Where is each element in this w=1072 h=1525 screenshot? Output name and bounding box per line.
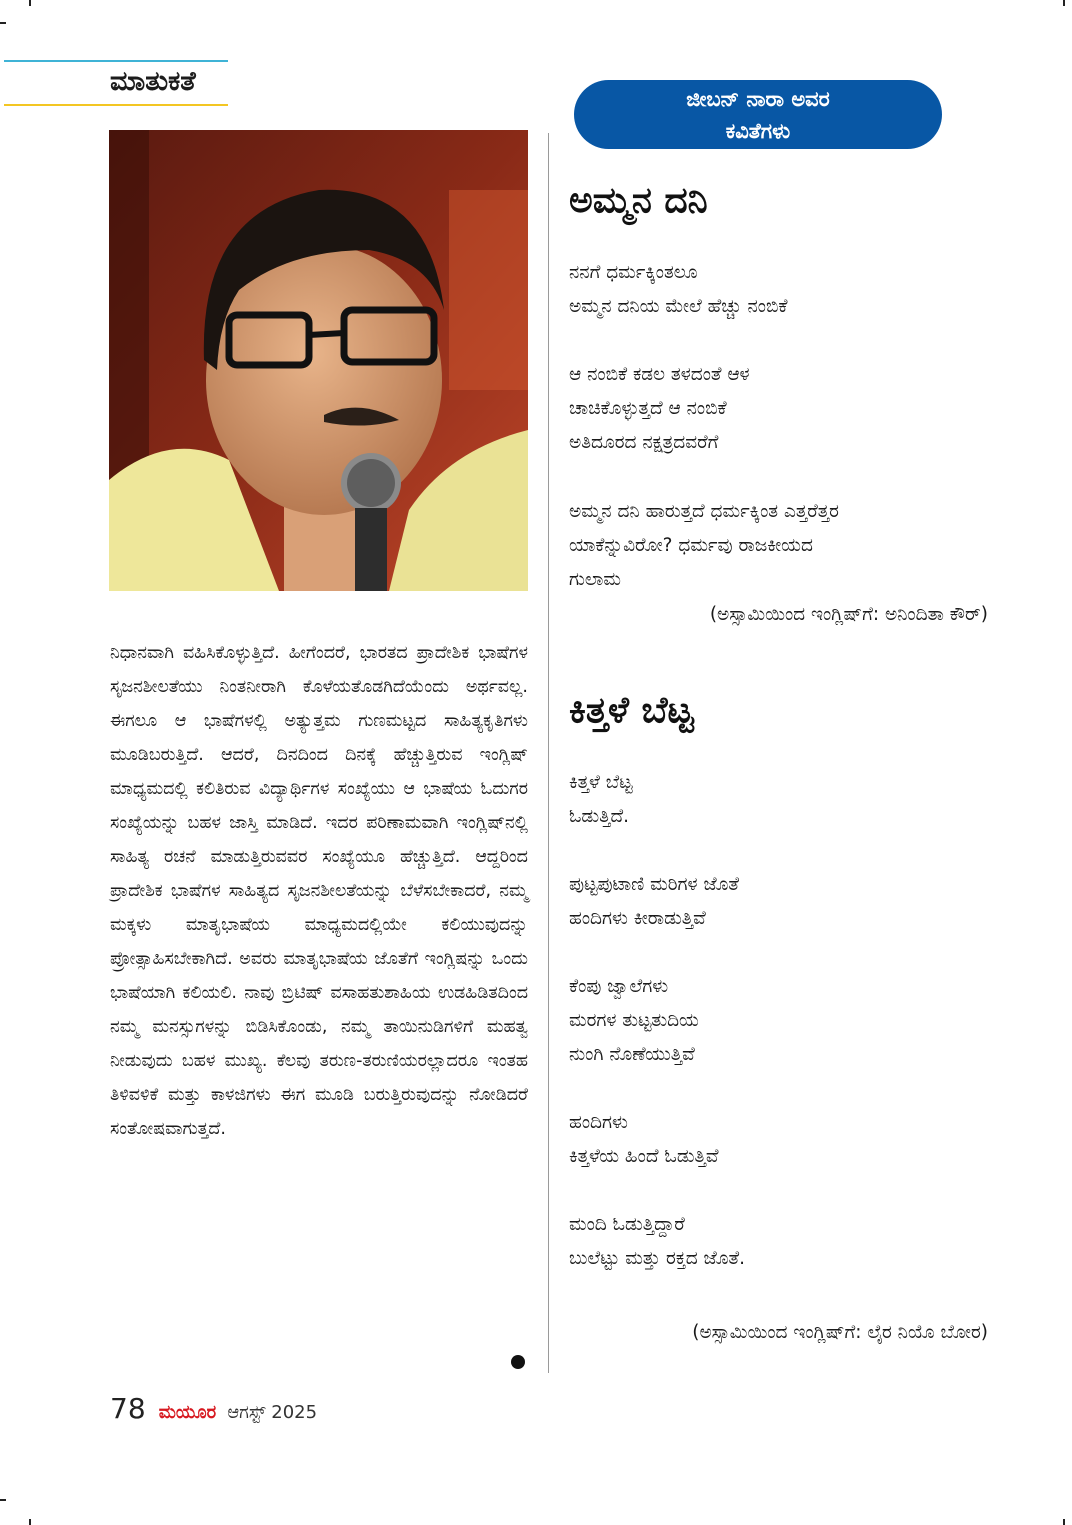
poem-line: ಆ ನಂಬಿಕೆ ಕಡಲ ತಳದಂತೆ ಆಳ xyxy=(569,364,750,385)
poem-line: ಹಂದಿಗಳು xyxy=(569,1112,628,1133)
poem-line: ಅಮ್ಮನ ದನಿಯ ಮೇಲೆ ಹೆಚ್ಚು ನಂಬಿಕೆ xyxy=(569,296,788,317)
poem-line: ಅಮ್ಮನ ದನಿ ಹಾರುತ್ತದೆ ಧರ್ಮಕ್ಕಿಂತ ಎತ್ತರೆತ್ತರ xyxy=(569,501,839,522)
poem-line: ಗುಲಾಮ xyxy=(569,569,622,590)
poem-line: ನುಂಗಿ ನೊಣೆಯುತ್ತಿವೆ xyxy=(569,1044,695,1065)
crop-mark xyxy=(29,0,31,6)
end-mark xyxy=(511,1355,525,1369)
poem-title-1: ಅಮ್ಮನ ದನಿ xyxy=(569,180,708,221)
issue-date: ಆಗಸ್ಟ್ 2025 xyxy=(227,1402,318,1423)
column-divider xyxy=(548,133,549,1373)
crop-mark xyxy=(0,22,6,24)
crop-mark xyxy=(0,1499,6,1501)
crop-mark xyxy=(1063,1519,1065,1525)
magazine-name: ಮಯೂರ xyxy=(158,1402,217,1423)
banner-line-1: ಜೀಬನ್ ನಾರಾ ಅವರ xyxy=(686,86,830,111)
poem-line: ಬುಲೆಟ್ಟು ಮತ್ತು ರಕ್ತದ ಜೊತೆ. xyxy=(569,1248,745,1269)
poems-banner xyxy=(574,80,942,149)
poem-line: ಮಂದಿ ಓಡುತ್ತಿದ್ದಾರೆ xyxy=(569,1214,685,1235)
poem-line: ಮರಗಳ ತುಟ್ಟತುದಿಯ xyxy=(569,1010,699,1031)
page-footer xyxy=(110,1392,317,1425)
poem-line: ಕೆಂಪು ಜ್ವಾಲೆಗಳು xyxy=(569,976,669,997)
banner-line-2: ಕವಿತೆಗಳು xyxy=(725,118,791,143)
author-photo xyxy=(109,130,528,591)
article-body: ನಿಧಾನವಾಗಿ ವಹಿಸಿಕೊಳ್ಳುತ್ತಿದೆ. ಹೀಗೆಂದರೆ, ಭಾರತದ ಪ್ರಾದೇಶಿಕ ಭಾಷೆಗಳ ಸೃಜನಶೀಲತೆಯು ನಿಂತನೀರಾಗಿ ಕೊಳೆಯತೊಡಗಿದೆಯೆಂದು ಅರ್ಥವಲ್ಲ. ಈಗಲೂ ಆ ಭಾಷೆಗಳಲ್ಲಿ ಅತ್ಯುತ್ತಮ ಗುಣಮಟ್ಟದ ಸಾಹಿತ್ಯಕೃತಿಗಳು ಮೂಡಿಬರುತ್ತಿದೆ. ಆದರೆ, ದಿನದಿಂದ ದಿನಕ್ಕೆ ಹೆಚ್ಚುತ್ತಿರುವ ಇಂಗ್ಲಿಷ್ ಮಾಧ್ಯಮದಲ್ಲಿ ಕಲಿತಿರುವ ವಿದ್ಯಾರ್ಥಿಗಳ ಸಂಖ್ಯೆಯು ಆ ಭಾಷೆಯ ಓದುಗರ ಸಂಖ್ಯೆಯನ್ನು ಬಹಳ ಜಾಸ್ತಿ ಮಾಡಿದೆ. ಇದರ ಪರಿಣಾಮವಾಗಿ ಇಂಗ್ಲಿಷ್‌ನಲ್ಲಿ ಸಾಹಿತ್ಯ ರಚನೆ ಮಾಡುತ್ತಿರುವವರ ಸಂಖ್ಯೆಯೂ ಹೆಚ್ಚುತ್ತಿದೆ. ಆದ್ದರಿಂದ ಪ್ರಾದೇಶಿಕ ಭಾಷೆಗಳ ಸಾಹಿತ್ಯದ ಸೃಜನಶೀಲತೆಯನ್ನು ಬೆಳೆಸಬೇಕಾದರೆ, ನಮ್ಮ ಮಕ್ಕಳು ಮಾತೃಭಾಷೆಯ ಮಾಧ್ಯಮದಲ್ಲಿಯೇ ಕಲಿಯುವುದನ್ನು ಪ್ರೋತ್ಸಾಹಿಸಬೇಕಾಗಿದೆ. ಅವರು ಮಾತೃಭಾಷೆಯ ಜೊತೆಗೆ ಇಂಗ್ಲಿಷನ್ನು ಒಂದು ಭಾಷೆಯಾಗಿ ಕಲಿಯಲಿ. ನಾವು ಬ್ರಿಟಿಷ್ ವಸಾಹತುಶಾಹಿಯ ಉಡಹಿಡಿತದಿಂದ ನಮ್ಮ ಮನಸ್ಸುಗಳನ್ನು ಬಿಡಿಸಿಕೊಂಡು, ನಮ್ಮ ತಾಯಿನುಡಿಗಳಿಗೆ ಮಹತ್ವ ನೀಡುವುದು ಬಹಳ ಮುಖ್ಯ. ಕೆಲವು ತರುಣ-ತರುಣಿಯರಲ್ಲಾದರೂ ಇಂತಹ ತಿಳಿವಳಿಕೆ ಮತ್ತು ಕಾಳಜಿಗಳು ಈಗ ಮೂಡಿ ಬರುತ್ತಿರುವುದನ್ನು ನೋಡಿದರೆ ಸಂತೋಷವಾಗುತ್ತದೆ. xyxy=(110,643,528,1139)
page-number: 78 xyxy=(110,1392,146,1425)
poem-line: ಚಾಚಿಕೊಳ್ಳುತ್ತದೆ ಆ ನಂಬಿಕೆ xyxy=(569,398,727,419)
crop-mark xyxy=(29,1519,31,1525)
poem-line: ಓಡುತ್ತಿದೆ. xyxy=(569,806,630,827)
translator-credit-1: (ಅಸ್ಸಾಮಿಯಿಂದ ಇಂಗ್ಲಿಷ್‌ಗೆ: ಅನಿಂದಿತಾ ಕೌರ್) xyxy=(709,604,988,625)
poem-title-2: ಕಿತ್ತಳೆ ಬೆಟ್ಟ xyxy=(569,690,694,731)
header-rule-bottom xyxy=(4,104,228,106)
translator-credit-2: (ಅಸ್ಸಾಮಿಯಿಂದ ಇಂಗ್ಲಿಷ್‌ಗೆ: ಲೈರ ನಿಯೊ ಬೋರ) xyxy=(692,1322,988,1343)
section-label: ಮಾತುಕತೆ xyxy=(110,66,196,97)
poem-line: ಯಾಕೆನ್ನುವಿರೋ? ಧರ್ಮವು ರಾಜಕೀಯದ xyxy=(569,535,813,556)
poem-line: ಅತಿದೂರದ ನಕ್ಷತ್ರದವರೆಗೆ xyxy=(569,432,719,453)
poem-line: ನನಗೆ ಧರ್ಮಕ್ಕಿಂತಲೂ xyxy=(569,262,698,283)
poem-line: ಕಿತ್ತಳೆ ಬೆಟ್ಟ xyxy=(569,772,633,793)
crop-mark xyxy=(1063,0,1065,6)
poem-line: ಪುಟ್ಟಪುಟಾಣಿ ಮರಿಗಳ ಜೊತೆ xyxy=(569,874,739,895)
poem-line: ಹಂದಿಗಳು ಕೀರಾಡುತ್ತಿವೆ xyxy=(569,908,706,929)
poem-line: ಕಿತ್ತಳೆಯ ಹಿಂದೆ ಓಡುತ್ತಿವೆ xyxy=(569,1146,719,1167)
header-rule-top xyxy=(4,60,228,62)
